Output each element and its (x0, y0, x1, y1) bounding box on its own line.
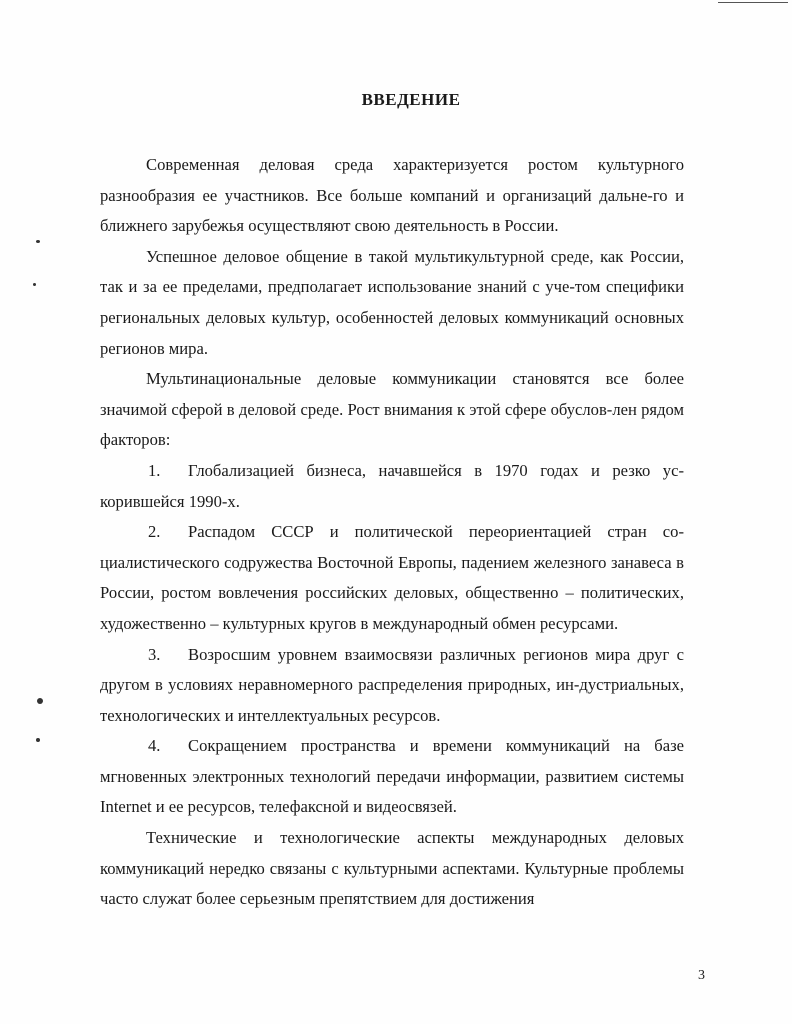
scan-edge-line (718, 2, 788, 3)
closing-paragraph: Технические и технологические аспекты международных деловых коммуникаций нередко связаны с культурными аспектами. Культурные проблемы часто служат более серьезным препятствием для достижения (100, 828, 684, 909)
list-item-number: 4. (148, 736, 161, 756)
scan-speck (33, 283, 36, 286)
list-item-4 (100, 731, 684, 823)
paragraph-3: Мультинациональные деловые коммуникации становятся все более значимой сферой в деловой среде. Рост внимания к этой сфере обуслов-лен рядом факторов: (100, 369, 684, 450)
list-item-text: Распадом СССР и политической переориентацией стран со-циалистического содружества Восточной Европы, падением железного занавеса в России, ростом вовлечения российских деловых, общественно – политических, художественно – культурных кругов в международный обмен ресурсами. (100, 522, 684, 633)
page-number: 3 (698, 968, 705, 983)
scan-speck (36, 240, 40, 243)
list-item-text: Сокращением пространства и времени коммуникаций на базе мгновенных электронных технологий передачи информации, развитием системы Internet и ее ресурсов, телефаксной и видеосвязей. (100, 736, 684, 817)
main-text (100, 150, 684, 915)
list-item-text: Глобализацией бизнеса, начавшейся в 1970 годах и резко ус-корившейся 1990-х. (100, 460, 684, 511)
page-title: ВВЕДЕНИЕ (361, 90, 461, 109)
scan-speck (37, 698, 43, 704)
list-item-text: Возросшим уровнем взаимосвязи различных регионов мира друг с другом в условиях неравномерного распределения природных, ин-дустриальных, технологических и интеллектуальных ресурсов. (100, 644, 684, 725)
list-item-number: 3. (148, 644, 161, 664)
list-item-number: 1. (148, 460, 161, 480)
list-item-number: 2. (148, 522, 161, 542)
list-item-2 (100, 517, 684, 639)
list-item-1 (100, 456, 684, 517)
paragraph-2: Успешное деловое общение в такой мультикультурной среде, как России, так и за ее пределами, предполагает использование знаний с уче-том специфики региональных деловых культур, особенностей деловых коммуникаций основных регионов мира. (100, 246, 684, 358)
list-item-3 (100, 640, 684, 732)
scan-speck (36, 738, 40, 742)
paragraph-1: Современная деловая среда характеризуется ростом культурного разнообразия ее участников. Все больше компаний и организаций дальне-го и ближнего зарубежья осуществляют свою деятельность в России. (100, 155, 684, 236)
